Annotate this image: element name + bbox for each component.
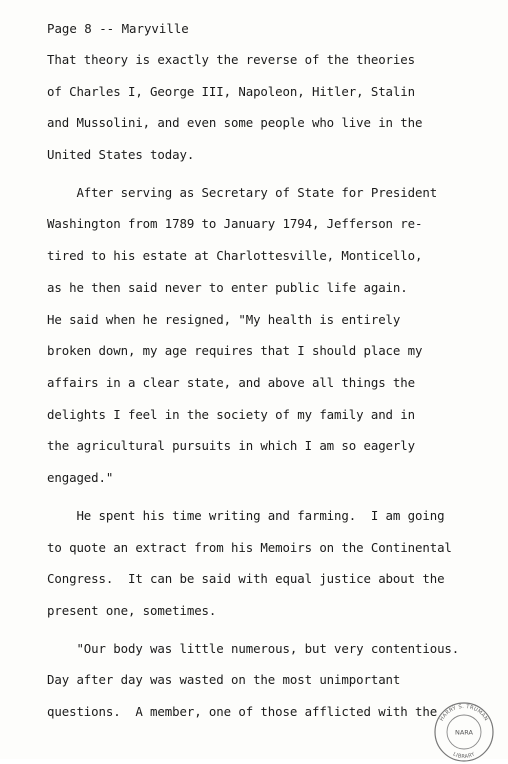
text-line: engaged." [47,470,114,485]
text-line: After serving as Secretary of State for President [47,185,438,200]
text-line: affairs in a clear state, and above all things the [47,375,415,390]
text-line: questions. A member, one of those afflicted with the [47,704,438,719]
text-line: delights I feel in the society of my family and in [47,407,415,422]
stamp-text-bottom: LIBRARY [451,751,477,761]
text-line: the agricultural pursuits in which I am so eagerly [47,438,415,453]
library-stamp-icon [432,700,496,764]
text-line: United States today. [47,147,195,162]
text-line: of Charles I, George III, Napoleon, Hitler, Stalin [47,84,415,99]
text-line: present one, sometimes. [47,603,217,618]
text-line: and Mussolini, and even some people who live in the [47,115,423,130]
text-line: Washington from 1789 to January 1794, Jefferson re- [47,216,423,231]
text-line: to quote an extract from his Memoirs on the Continental [47,540,452,555]
text-line: "Our body was little numerous, but very contentious. [47,641,460,656]
text-line: He said when he resigned, "My health is entirely [47,312,401,327]
text-line: as he then said never to enter public life again. [47,280,408,295]
stamp-text-top: HARRY S. TRUMAN [439,703,489,723]
svg-text:HARRY S. TRUMAN [439,704,489,722]
text-line: tired to his estate at Charlottesville, Monticello, [47,248,423,263]
text-line: He spent his time writing and farming. I am going [47,508,445,523]
stamp-center-text: NARA [454,728,474,737]
text-line: Day after day was wasted on the most unimportant [47,672,401,687]
text-line: broken down, my age requires that I should place my [47,343,423,358]
text-line: That theory is exactly the reverse of the theories [47,52,415,67]
text-line: Congress. It can be said with equal justice about the [47,571,445,586]
page-header: Page 8 -- Maryville [47,21,189,36]
